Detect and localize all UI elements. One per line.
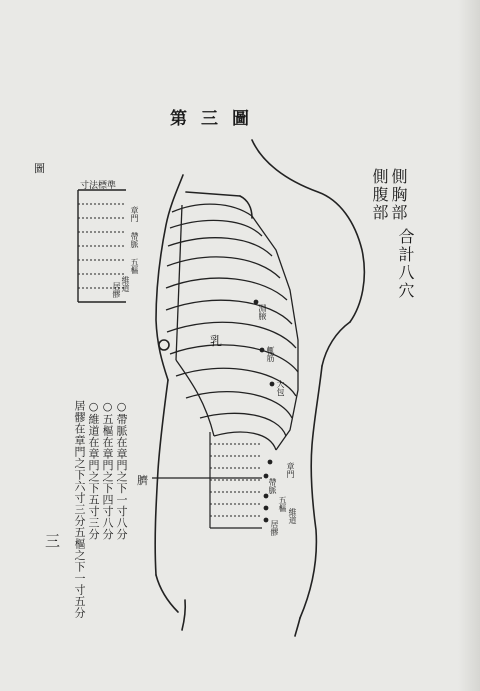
- point-label-dabao: 大包: [276, 380, 285, 396]
- rib-1: [172, 204, 252, 216]
- rib-12: [214, 432, 276, 450]
- acupoint-weidao: [264, 506, 269, 511]
- point-label-daimai: 帶脈: [268, 478, 277, 494]
- neck-shoulder-line: [252, 140, 364, 322]
- leg-line: [295, 618, 300, 636]
- thigh-line: [182, 600, 185, 630]
- acupoint-zhangmen: [268, 460, 273, 465]
- arm-outline: [322, 322, 350, 366]
- note-3: ○維道在章門之下五寸三分: [87, 400, 100, 540]
- rib-5: [166, 278, 287, 300]
- point-label-wushu: 五樞: [278, 496, 287, 512]
- rib-6: [166, 300, 292, 324]
- rib-3: [168, 238, 272, 256]
- rib-7: [167, 322, 296, 348]
- heading-line-2: 側腹部: [370, 168, 389, 222]
- point-label-yuanye: 淵腋: [258, 304, 267, 320]
- note-4: 居髎在章門之下六寸三分五樞之下一寸五分: [73, 400, 86, 619]
- acupoint-wushu: [264, 494, 269, 499]
- point-count: 合計八穴: [396, 228, 415, 300]
- point-label-zhangmen: 章門: [286, 462, 295, 478]
- point-label-juliao: 居髎: [270, 520, 279, 536]
- scale-table-title: 寸法標準: [80, 181, 117, 191]
- acupoint-dabao: [270, 382, 275, 387]
- scale-label-4: 維道: [121, 276, 130, 292]
- note-1: ○帶脈在章門之下一寸八分: [115, 400, 128, 540]
- acupoint-zhejin: [260, 348, 265, 353]
- rib-cage: [166, 204, 298, 450]
- point-label-weidao: 維道: [288, 508, 297, 524]
- rib-8: [170, 345, 298, 372]
- navel-label: 臍: [137, 474, 148, 487]
- hip-front: [156, 575, 178, 612]
- breast-label: 乳: [210, 334, 223, 348]
- scale-label-5: 居髎: [112, 282, 121, 298]
- abdomen-scale: [152, 432, 262, 528]
- clavicle: [186, 192, 240, 196]
- acupoint-juliao: [264, 518, 269, 523]
- page-number: 三: [45, 532, 61, 550]
- note-2: ○五樞在章門之下四寸八分: [101, 400, 114, 540]
- scale-label-3: 五樞: [130, 258, 139, 274]
- point-label-zhejin: 輒筋: [266, 346, 275, 362]
- nipple-mark: [159, 340, 169, 350]
- heading-line-1: 側胸部: [389, 168, 408, 222]
- figure-title: 第三圖: [170, 109, 263, 129]
- scale-label-2: 帶脈: [130, 232, 139, 248]
- rib-4: [167, 257, 280, 278]
- back-outline: [300, 366, 322, 618]
- rib-2: [170, 220, 262, 236]
- corner-mark: 圖: [34, 162, 45, 175]
- scale-label-1: 章門: [130, 206, 139, 222]
